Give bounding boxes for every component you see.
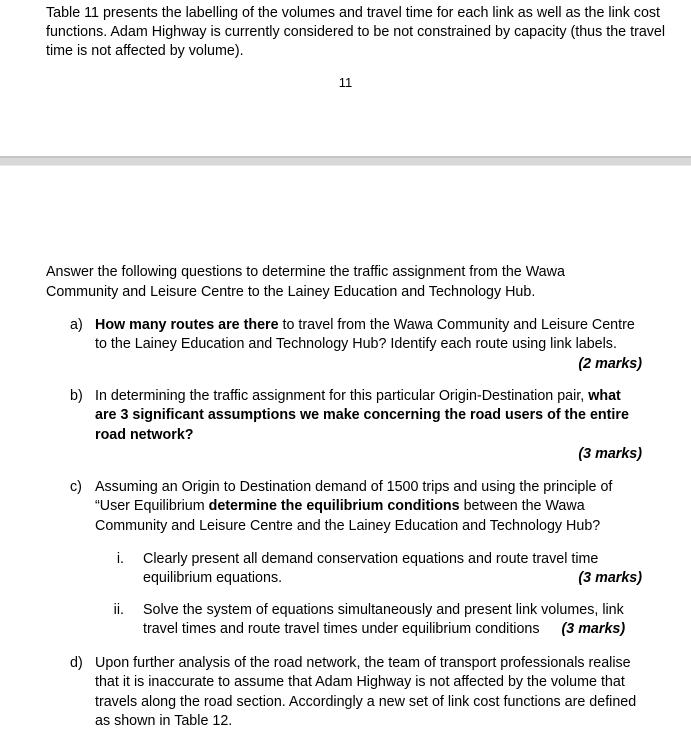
page-number: 11 — [338, 75, 353, 90]
question-d — [70, 654, 642, 731]
question-c-sub-ii-text: Solve the system of equations simultaneously and present link volumes, link travel times and route travel times under equilibrium conditions — [143, 602, 624, 638]
question-c-sub-i-marks: (3 marks) — [578, 570, 642, 587]
question-c-sub-ii-numeral: ii. — [113, 602, 124, 618]
question-a-marks: (2 marks) — [578, 355, 642, 372]
question-a — [70, 316, 642, 374]
question-b-bold: what are 3 significant assumptions we make concerning the road users of the entire road network? — [95, 388, 629, 443]
question-c-text-1: Assuming an Origin to Destination demand of 1500 trips and using the principle of “User Equilibrium — [95, 479, 613, 515]
question-c-text-2: between the Wawa Community and Leisure Centre and the Lainey Education and Technology Hub? — [95, 498, 601, 534]
page-separator — [0, 156, 691, 166]
question-c-sub-ii — [104, 601, 642, 640]
lead-paragraph: Answer the following questions to determine the traffic assignment from the Wawa Community and Leisure Centre to the Lainey Education and Technology Hub. — [46, 264, 565, 300]
question-b-marks: (3 marks) — [578, 445, 642, 462]
question-b-text: In determining the traffic assignment for this particular Origin-Destination pair, — [95, 388, 589, 404]
question-a-letter: a) — [70, 317, 83, 333]
intro-paragraph: Table 11 presents the labelling of the volumes and travel time for each link as well as the link cost functions. Adam Highway is currently considered to be not constrained by capacity (thus the travel time is not affected by volume). — [46, 5, 666, 59]
question-c-bold: determine the equilibrium conditions — [208, 498, 460, 515]
question-c-sub-i-text: Clearly present all demand conservation equations and route travel time equilibrium equations. — [143, 551, 599, 587]
question-c-sub-i-numeral: i. — [116, 551, 124, 567]
question-a-bold: How many routes are there — [95, 317, 279, 333]
question-c-letter: c) — [70, 479, 82, 495]
question-c-sub-i — [104, 550, 642, 589]
question-a-text: to travel from the Wawa Community and Leisure Centre to the Lainey Education and Technology Hub? Identify each route using link labels. — [95, 317, 635, 353]
question-c-sub-ii-marks: (3 marks) — [561, 621, 626, 638]
question-d-text: Upon further analysis of the road network, the team of transport professionals realise that it is inaccurate to assume that Adam Highway is not affected by the volume that travels along the road section. Accordingly a new set of link cost functions are defined as shown in Table 12. — [95, 655, 637, 729]
question-d-letter: d) — [70, 655, 83, 671]
question-b — [70, 387, 642, 464]
question-b-letter: b) — [70, 388, 83, 404]
question-c — [70, 478, 642, 536]
